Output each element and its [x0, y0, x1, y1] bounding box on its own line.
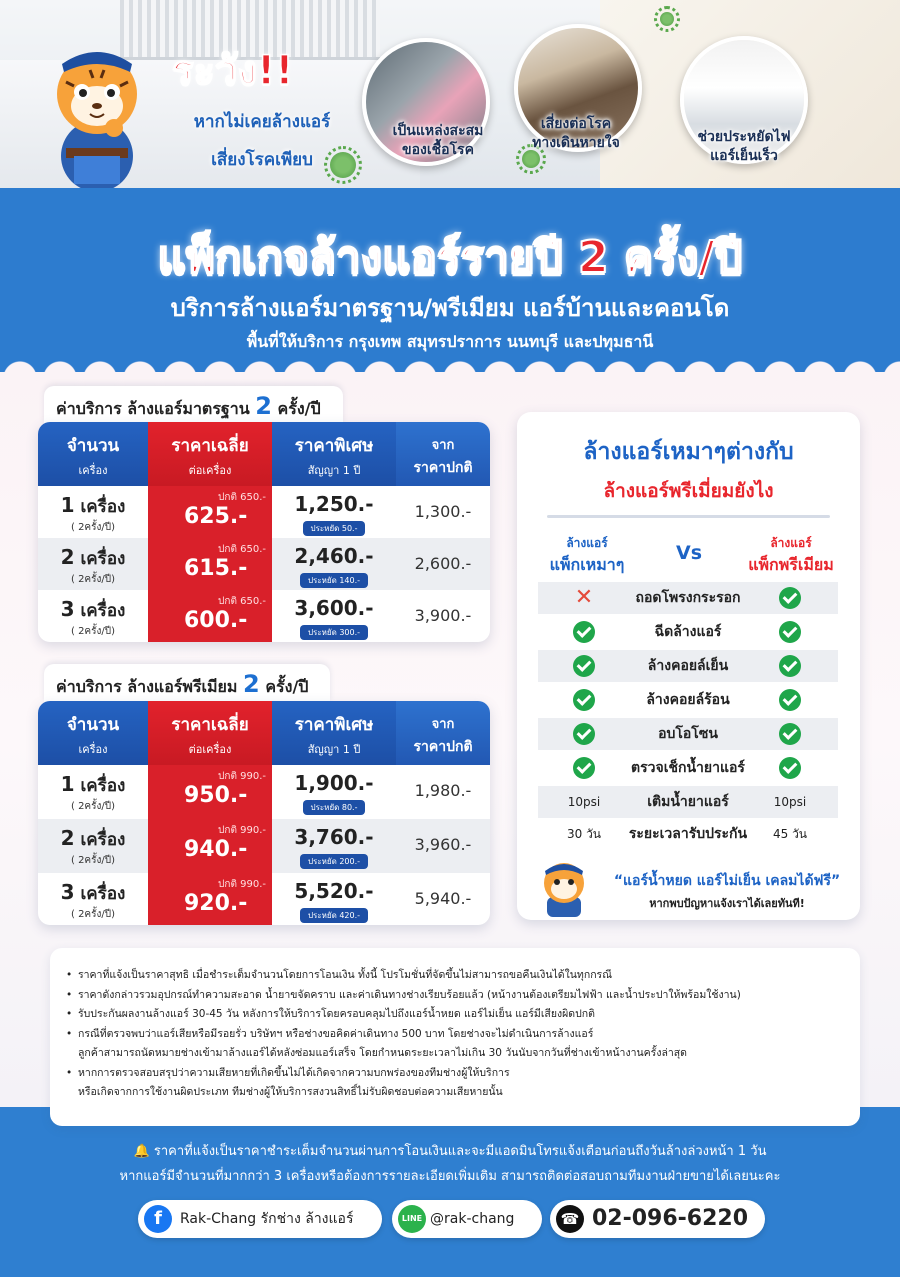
- comparison-title: ล้างแอร์เหมาๆต่างกับ: [583, 439, 794, 465]
- note-item: • ราคาดังกล่าวรวมอุปกรณ์ทำความสะอาด น้ำยาขจัดคราบ และค่าเดินทางช่างเรียบร้อยแล้ว (หน้างานต้องเตรียมไฟฟ้า และน้ำประปาให้พร้อมใช้งาน): [66, 986, 842, 1006]
- savings-badge: ประหยัด 300.-: [300, 625, 368, 640]
- claim-quote-sub: หากพบปัญหาแจ้งเราได้เลยทันที!: [649, 897, 805, 910]
- standard-price-table: [38, 422, 490, 642]
- comparison-row: อบโอโซน: [538, 718, 838, 750]
- note-item: หรือเกิดจากการใช้งานผิดประเภท ทีมช่างผู้ให้บริการสงวนสิทธิ์ไม่รับผิดชอบต่อความเสียหายนั้น: [78, 1086, 503, 1098]
- comparison-row: ✕ ถอดโพรงกระรอก: [538, 582, 838, 614]
- cross-icon: ✕: [574, 585, 594, 610]
- warning-line-2: เสี่ยงโรคเพียบ: [211, 150, 313, 170]
- claim-quote: “แอร์น้ำหยด แอร์ไม่เย็น เคลมได้ฟรี”: [613, 873, 841, 889]
- savings-badge: ประหยัด 200.-: [300, 854, 368, 869]
- warning-line-1: หากไม่เคยล้างแอร์: [193, 112, 331, 132]
- note-item: • ราคาที่แจ้งเป็นราคาสุทธิ เมื่อชำระเต็มจำนวนโดยการโอนเงิน ทั้งนี้ โปรโมชั่นที่จัดขึ้นไม่สามารถขอคืนเงินได้ในทุกกรณี: [66, 966, 842, 986]
- note-item: ลูกค้าสามารถนัดหมายช่างเข้ามาล้างแอร์ได้หลังซ่อมแอร์เสร็จ โดยกำหนดระยะเวลาไม่เกิน 30 วันนับจากวันที่ช่างเข้าหน้างานครั้งล่าสุด: [78, 1047, 687, 1059]
- comparison-subtitle: ล้างแอร์พรีเมี่ยมยังไง: [603, 480, 774, 502]
- col-normal-header: จาก ราคาปกติ: [396, 422, 490, 486]
- line-link[interactable]: LINE @rak-chang: [392, 1200, 542, 1238]
- check-icon: [779, 621, 801, 643]
- phone-icon: ☎: [556, 1205, 584, 1233]
- tiger-mascot-small-image: [535, 857, 593, 917]
- col-normal-header: จาก ราคาปกติ: [396, 701, 490, 765]
- warning-title: ระวัง!!: [172, 48, 294, 94]
- facebook-icon: f: [144, 1205, 172, 1233]
- col-avg-header: ราคาเฉลี่ย ต่อเครื่อง: [148, 701, 272, 765]
- savings-badge: ประหยัด 140.-: [300, 573, 368, 588]
- comparison-row-warranty: 30 วัน ระยะเวลารับประกัน 45 วัน: [566, 826, 808, 842]
- check-icon: [779, 587, 801, 609]
- premium-price-table: [38, 701, 490, 925]
- table-row: 3 เครื่อง ( 2ครั้ง/ปี) ปกติ 650.- 600.- 3,600.- ประหยัด 300.- 3,900.-: [38, 590, 490, 642]
- footer-line-2: หากแอร์มีจำนวนที่มากกว่า 3 เครื่องหรือต้องการรายละเอียดเพิ่มเติม สามารถติดต่อสอบถามทีมงานฝ่ายขายได้เลยนะคะ: [119, 1169, 781, 1184]
- comparison-row-refill: 10psi เติมน้ำยาแอร์ 10psi: [538, 786, 838, 818]
- savings-badge: ประหยัด 50.-: [303, 521, 366, 536]
- premium-card-tab: ค่าบริการ ล้างแอร์พรีเมียม 2 ครั้ง/ปี: [44, 664, 330, 702]
- circle-caption-1: เป็นแหล่งสะสม ของเชื้อโรค: [392, 123, 484, 158]
- savings-badge: ประหยัด 80.-: [303, 800, 366, 815]
- check-icon: [573, 757, 595, 779]
- line-app-icon: LINE: [398, 1205, 426, 1233]
- circle-caption-3: ช่วยประหยัดไฟ แอร์เย็นเร็ว: [697, 129, 791, 164]
- check-icon: [573, 621, 595, 643]
- package-subtitle: บริการล้างแอร์มาตรฐาน/พรีเมียม แอร์บ้านและคอนโด: [170, 294, 730, 322]
- check-icon: [779, 655, 801, 677]
- table-row: 2 เครื่อง ( 2ครั้ง/ปี) ปกติ 990.- 940.- 3,760.- ประหยัด 200.- 3,960.-: [38, 819, 490, 873]
- footer-line-1: 🔔 ราคาที่แจ้งเป็นราคาชำระเต็มจำนวนผ่านการโอนเงินและจะมีแอดมินโทรแจ้งเตือนก่อนถึงวันล้างล่วงหน้า 1 วัน: [133, 1144, 767, 1159]
- circle-caption-2: เสี่ยงต่อโรค ทางเดินหายใจ: [532, 116, 620, 151]
- check-icon: [573, 689, 595, 711]
- check-icon: [573, 723, 595, 745]
- basic-package-heading: ล้างแอร์ แพ็กเหมาๆ: [549, 536, 625, 574]
- vs-label: Vs: [675, 542, 702, 564]
- table-row: 3 เครื่อง ( 2ครั้ง/ปี) ปกติ 990.- 920.- 5,520.- ประหยัด 420.- 5,940.-: [38, 873, 490, 925]
- check-icon: [573, 655, 595, 677]
- standard-card-tab: ค่าบริการ ล้างแอร์มาตรฐาน 2 ครั้ง/ปี: [44, 386, 343, 424]
- table-row: 2 เครื่อง ( 2ครั้ง/ปี) ปกติ 650.- 615.- 2,460.- ประหยัด 140.- 2,600.-: [38, 538, 490, 590]
- col-special-header: ราคาพิเศษ สัญญา 1 ปี: [272, 701, 396, 765]
- terms-notes: [50, 948, 860, 1126]
- check-icon: [779, 723, 801, 745]
- note-item: • กรณีที่ตรวจพบว่าแอร์เสียหรือมีรอยรั่ว บริษัทฯ หรือช่างขอคิดค่าเดินทาง 500 บาท โดยช่างจะไม่ดำเนินการล้างแอร์: [66, 1025, 842, 1045]
- check-icon: [779, 757, 801, 779]
- col-qty-header: จำนวน เครื่อง: [38, 701, 148, 765]
- package-title: แพ็กเกจล้างแอร์รายปี 2 ครั้ง/ปี: [157, 232, 743, 283]
- premium-package-heading: ล้างแอร์ แพ็กพรีเมียม: [748, 536, 834, 574]
- divider: [547, 515, 830, 518]
- col-special-header: ราคาพิเศษ สัญญา 1 ปี: [272, 422, 396, 486]
- col-avg-header: ราคาเฉลี่ย ต่อเครื่อง: [148, 422, 272, 486]
- table-row: 1 เครื่อง ( 2ครั้ง/ปี) ปกติ 650.- 625.- 1,250.- ประหยัด 50.- 1,300.-: [38, 486, 490, 538]
- germ-icon: [330, 152, 356, 178]
- service-area: พื้นที่ให้บริการ กรุงเทพ สมุทรปราการ นนทบุรี และปทุมธานี: [246, 332, 654, 351]
- phone-link[interactable]: ☎ 02-096-6220: [550, 1200, 765, 1238]
- note-item: • รับประกันผลงานล้างแอร์ 30-45 วัน หลังการให้บริการโดยครอบคลุมไปถึงแอร์น้ำหยด แอร์ไม่เย็น แอร์มีเสียงผิดปกติ: [66, 1005, 842, 1025]
- savings-badge: ประหยัด 420.-: [300, 908, 368, 923]
- note-item: • หากการตรวจสอบสรุปว่าความเสียหายที่เกิดขึ้นไม่ได้เกิดจากความบกพร่องของทีมช่างผู้ให้บริการ: [66, 1064, 842, 1084]
- col-qty-header: จำนวน เครื่อง: [38, 422, 148, 486]
- germ-icon: [660, 12, 674, 26]
- table-row: 1 เครื่อง ( 2ครั้ง/ปี) ปกติ 990.- 950.- 1,900.- ประหยัด 80.- 1,980.-: [38, 765, 490, 819]
- facebook-link[interactable]: f Rak-Chang รักช่าง ล้างแอร์: [138, 1200, 382, 1238]
- comparison-card: [517, 412, 860, 920]
- check-icon: [779, 689, 801, 711]
- comparison-row: ตรวจเช็กน้ำยาแอร์: [538, 752, 838, 784]
- tiger-mascot-image: [44, 36, 150, 196]
- comparison-row: ฉีดล้างแอร์: [538, 616, 838, 648]
- comparison-row: ล้างคอยล์เย็น: [538, 650, 838, 682]
- bell-icon: 🔔: [133, 1144, 150, 1159]
- comparison-row: ล้างคอยล์ร้อน: [538, 684, 838, 716]
